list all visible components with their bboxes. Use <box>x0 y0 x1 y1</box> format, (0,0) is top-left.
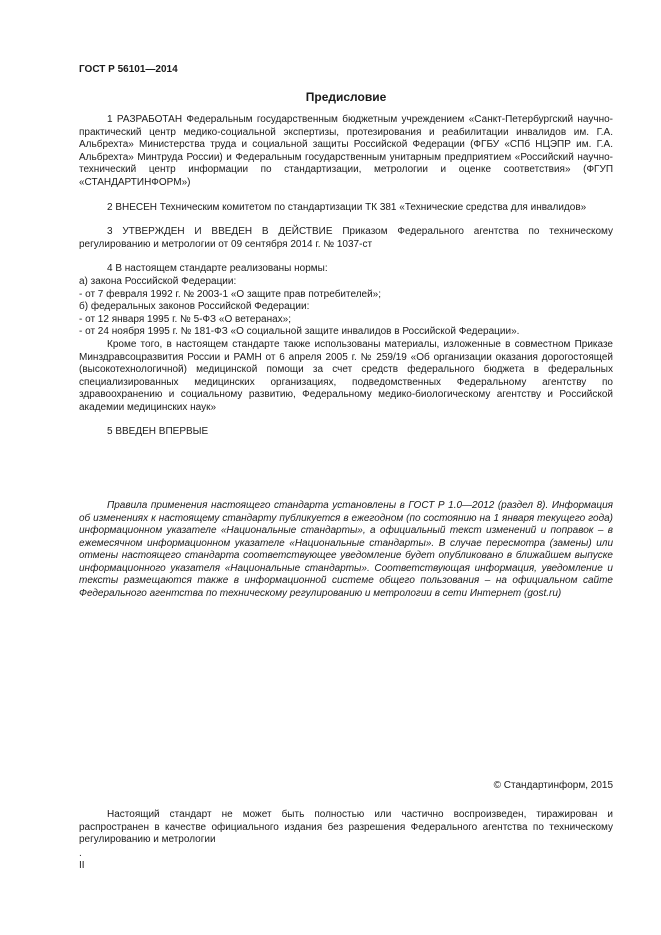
foreword-body <box>79 114 613 439</box>
application-rules-note: Правила применения настоящего стандарта установлены в ГОСТ Р 1.0—2012 (раздел 8). Информация об изменениях к настоящему стандарту публикуется в ежегодном (по состоянию на 1 января текущего года) информационном указателе «Национальные стандарты», а официальный текст изменений и поправок – в ежемесячном информационном указателе «Национальные стандарты». В случае пересмотра (замены) или отмены настоящего стандарта соответствующее уведомление будет опубликовано в ближайшем выпуске информационного указателя «Национальные стандарты». Соответствующая информация, уведомление и тексты размещаются также в информационной системе общего пользования – на официальном сайте Федерального агентства по техническому регулированию и метрологии в сети Интернет (gost.ru) <box>79 500 613 599</box>
section-4-line: - от 12 января 1995 г. № 5-ФЗ «О ветеранах»; <box>79 313 292 325</box>
section-4-line: - от 7 февраля 1992 г. № 2003-1 «О защите прав потребителей»; <box>79 288 382 300</box>
section-2-submitted: 2 ВНЕСЕН Техническим комитетом по стандартизации ТК 381 «Технические средства для инвалидов» <box>107 201 587 213</box>
reproduction-notice: Настоящий стандарт не может быть полностью или частично воспроизведен, тиражирован и распространен в качестве официального издания без разрешения Федерального агентства по техническому регулированию и метрологии <box>79 809 613 846</box>
section-4-line: - от 24 ноября 1995 г. № 181-ФЗ «О социальной защите инвалидов в Российской Федерации». <box>79 326 520 338</box>
dot-mark: . <box>79 848 82 859</box>
document-page <box>79 0 613 935</box>
section-4-line: б) федеральных законов Российской Федерации: <box>79 301 310 313</box>
copyright-line: © Стандартинформ, 2015 <box>493 780 613 791</box>
section-3-approved: 3 УТВЕРЖДЕН И ВВЕДЕН В ДЕЙСТВИЕ Приказом Федерального агентства по техническому регулированию и метрологии от 09 сентября 2014 г. № 1037-ст <box>79 226 613 250</box>
section-5-introduced: 5 ВВЕДЕН ВПЕРВЫЕ <box>107 426 209 438</box>
page-title: Предисловие <box>305 90 387 104</box>
section-4-extra: Кроме того, в настоящем стандарте также использованы материалы, изложенные в совместном Приказе Минздравсоцразвития России и РАМН от 6 апреля 2005 г. № 259/19 «Об организации оказания дорогостоящей (высокотехнологичной) медицинской помощи за счет средств федерального бюджета в федеральных специализированных медицинских организациях, подведомственных Федеральному агентству по здравоохранению и социальному развитию, Федеральному медико-биологическому агентству и Российской академии медицинских наук» <box>79 338 613 413</box>
standard-header: ГОСТ Р 56101—2014 <box>79 64 178 75</box>
page-number: II <box>79 860 85 871</box>
section-1-developed: 1 РАЗРАБОТАН Федеральным государственным бюджетным учреждением «Санкт-Петербургский научно-практический центр медико-социальной экспертизы, протезирования и реабилитации инвалидов им. Г.А. Альбрехта» Министерства труда и социальной защиты Российской Федерации (ФГБУ «СПб НЦЭПР им. Г.А. Альбрехта» Минтруда России) и Федеральным государственным унитарным предприятием «Российский научно-технический центр информации по стандартизации, метрологии и оценке соответствия» (ФГУП «СТАНДАРТИНФОРМ») <box>79 114 613 188</box>
section-4-intro: 4 В настоящем стандарте реализованы нормы: <box>107 263 328 275</box>
section-4-line: а) закона Российской Федерации: <box>79 275 237 287</box>
